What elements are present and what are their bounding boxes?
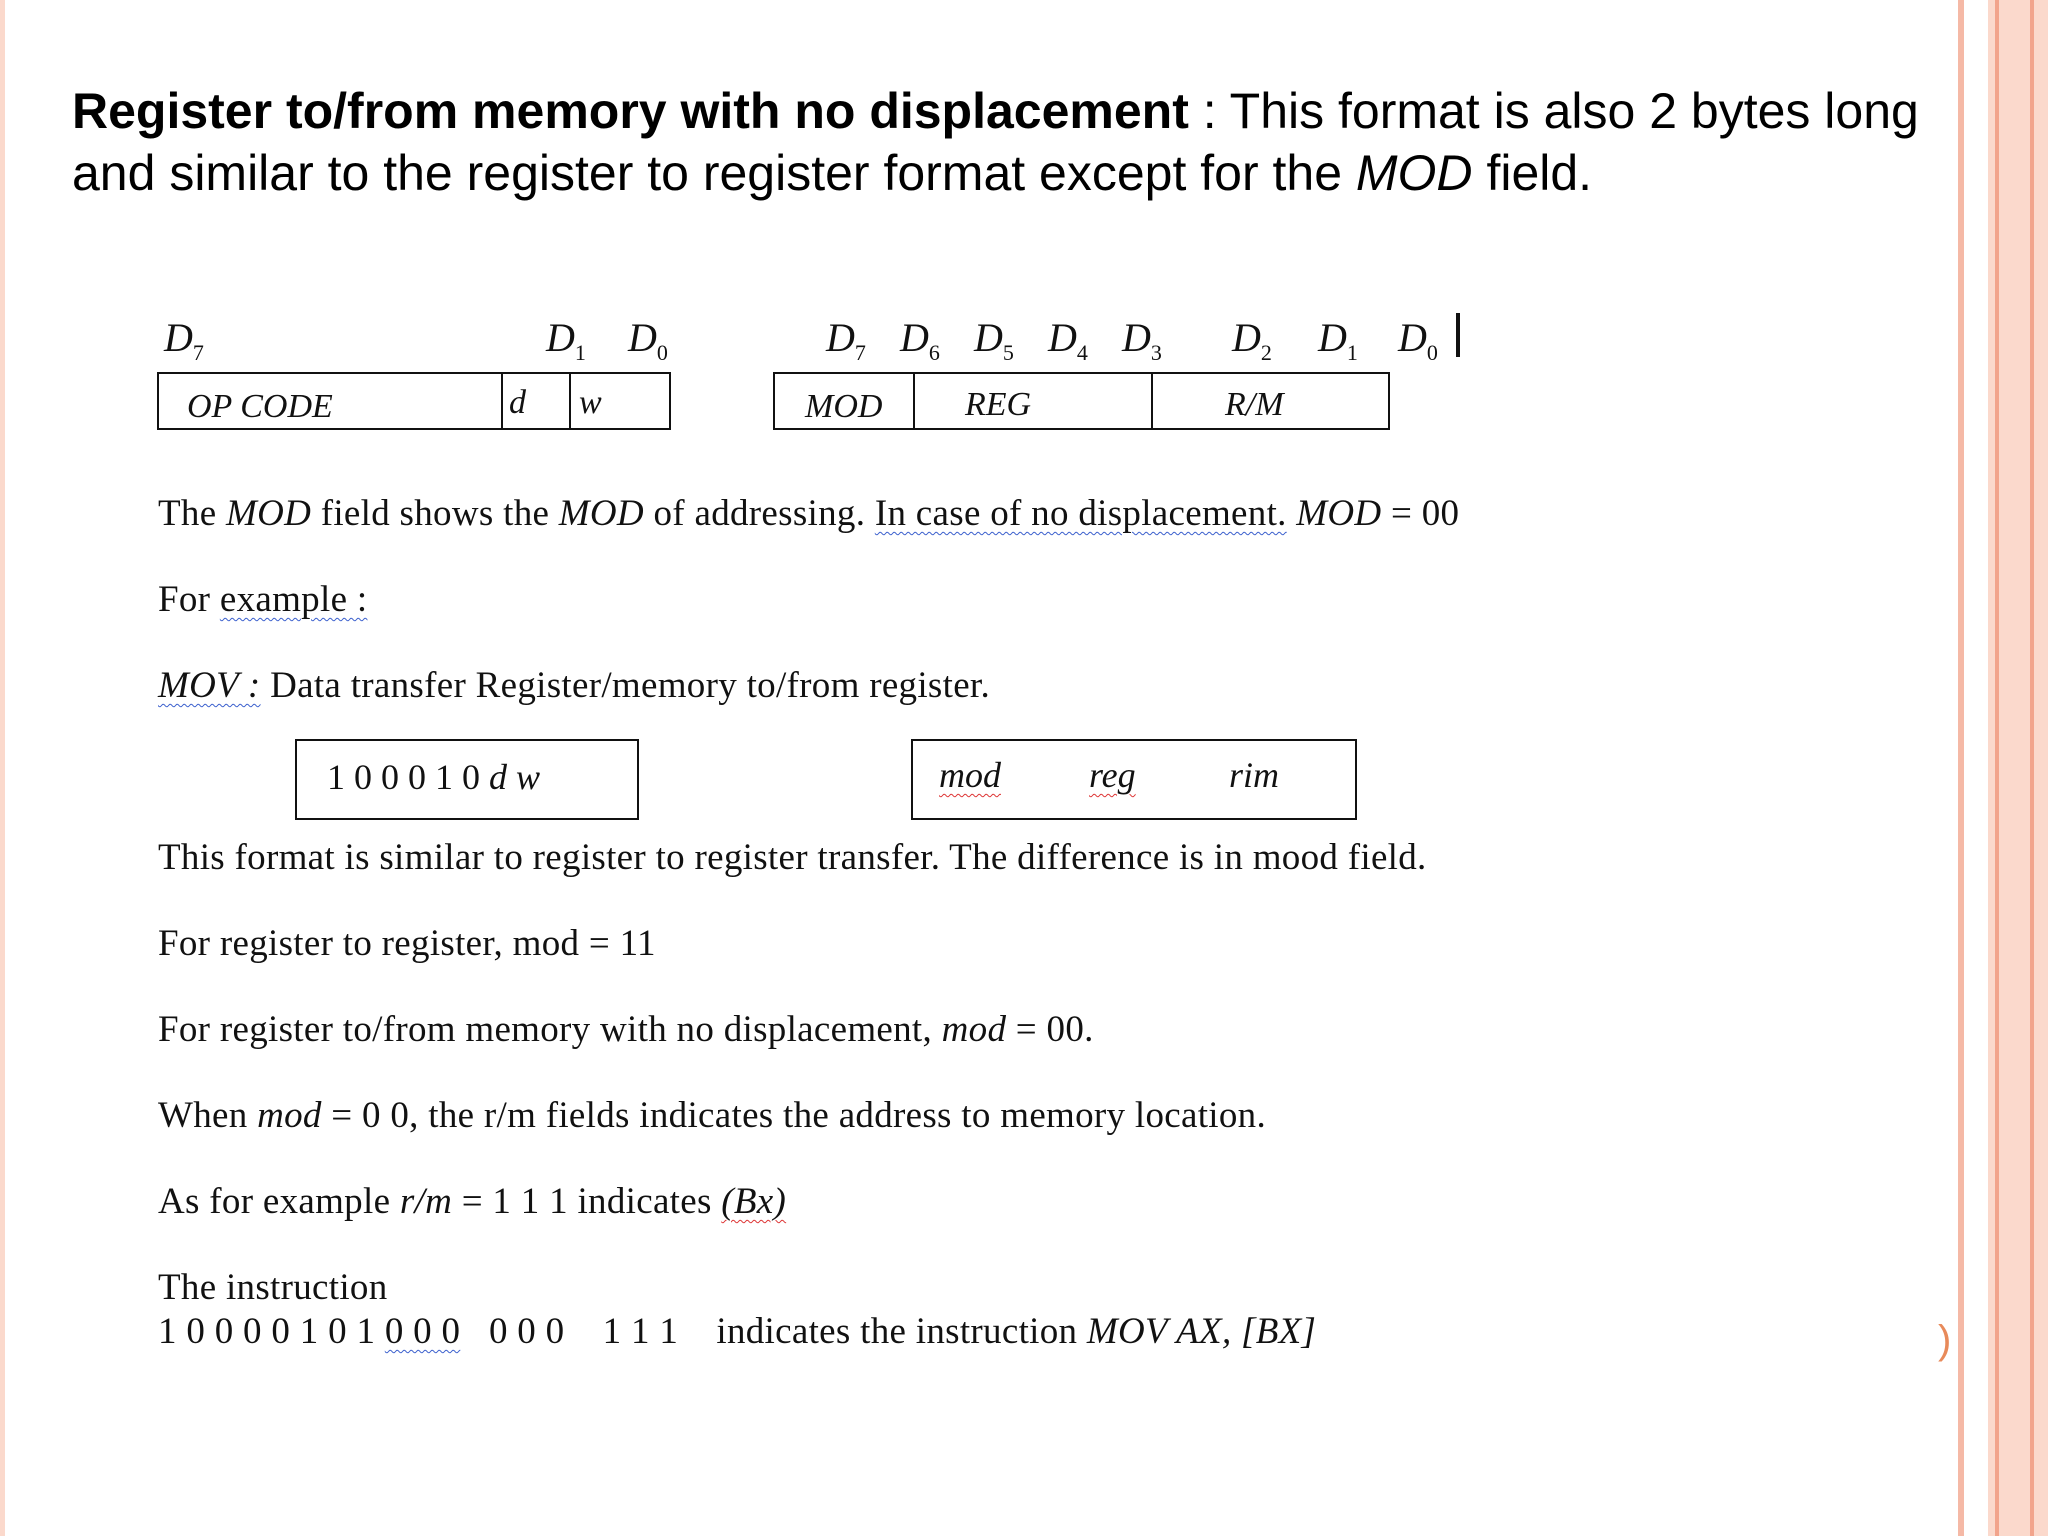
right-stripe-gap — [1964, 0, 1988, 1536]
text-line-6: For register to/from memory with no displacement, mod = 00. — [158, 1009, 1094, 1050]
stray-paren-glyph: ) — [1938, 1318, 1952, 1362]
reg-field-cell — [913, 374, 1032, 428]
text-line-2: For example : — [158, 579, 368, 620]
text-line-10: 1 0 0 0 0 1 0 1 0 0 0 0 0 0 1 1 1 indicates the instruction MOV AX, [BX] — [158, 1311, 1317, 1352]
bit-label-b2-d5: $D_5$ — [974, 315, 1014, 365]
opcode-example-bits: 1 0 0 0 1 0 d w — [327, 757, 541, 797]
right-stripe-line — [1995, 0, 1999, 1536]
opcode-format-box — [157, 372, 671, 430]
example-rim: rim — [1229, 755, 1280, 795]
opcode-field: OP CODE — [187, 388, 333, 425]
rm-field: R/M — [1225, 386, 1284, 423]
w-field: w — [579, 384, 602, 421]
modrm-example-box — [911, 739, 1357, 820]
text-line-5: For register to register, mod = 11 — [158, 923, 656, 964]
d-field: d — [509, 384, 526, 421]
text-line-4: This format is similar to register to register transfer. The difference is in mood field. — [158, 837, 1427, 878]
bit-label-b2-d4: $D_4$ — [1048, 315, 1088, 365]
heading-text-end: field. — [1472, 145, 1593, 201]
example-mod: mod — [939, 755, 1001, 795]
bit-label-b2-d7: $D_7$ — [826, 315, 866, 365]
slide-heading — [72, 80, 1932, 204]
text-line-8: As for example r/m = 1 1 1 indicates (Bx) — [158, 1181, 787, 1222]
rm-field-cell — [1151, 374, 1284, 428]
bit-label-b2-d2: $D_2$ — [1232, 315, 1272, 365]
example-reg: reg — [1089, 755, 1136, 795]
bit-label-b2-d6: $D_6$ — [900, 315, 940, 365]
heading-bold: Register to/from memory with no displacement — [72, 83, 1189, 139]
left-edge-bar — [0, 0, 5, 1536]
heading-italic: MOD — [1355, 145, 1473, 201]
reg-field: REG — [965, 386, 1032, 423]
bit-label-b2-d0: $D_0$ — [1398, 315, 1438, 365]
d-field-cell — [501, 374, 526, 428]
bit-label-d0: $D_0$ — [628, 315, 668, 365]
mod-field: MOD — [805, 388, 883, 425]
text-cursor — [1456, 313, 1460, 357]
heading-text: : This format is also 2 bytes long and similar to the register to register format except for the — [72, 83, 1919, 201]
bit-label-b2-d1: $D_1$ — [1318, 315, 1358, 365]
text-line-9: The instruction — [158, 1267, 388, 1308]
text-line-1: The MOD field shows the MOD of addressing. In case of no displacement. MOD = 00 — [158, 493, 1460, 534]
bit-label-b2-d3: $D_3$ — [1122, 315, 1162, 365]
right-stripe-line-2 — [2030, 0, 2034, 1536]
text-line-7: When mod = 0 0, the r/m fields indicates the address to memory location. — [158, 1095, 1267, 1136]
text-line-3: MOV : Data transfer Register/memory to/from register. — [158, 665, 991, 706]
modrm-format-box — [773, 372, 1390, 430]
opcode-example-box — [295, 739, 639, 820]
bit-label-d7: $D_7$ — [164, 315, 204, 365]
w-field-cell — [569, 374, 602, 428]
bit-label-d1: $D_1$ — [546, 315, 586, 365]
